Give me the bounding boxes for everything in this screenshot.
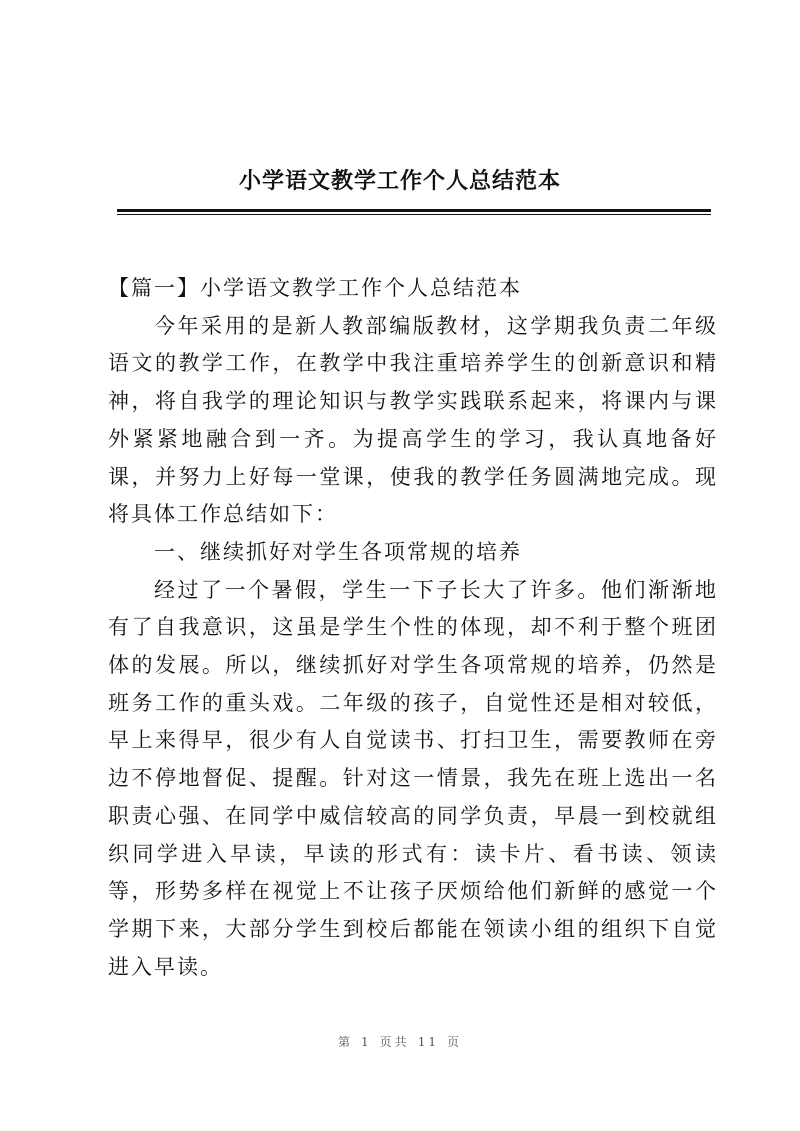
section-heading: 【篇一】小学语文教学工作个人总结范本 — [108, 276, 522, 300]
page-title: 小学语文教学工作个人总结范本 — [238, 168, 561, 194]
footer-total-suffix: 页 — [446, 1035, 462, 1049]
page-footer — [0, 1033, 800, 1050]
footer-page-label: 第 — [338, 1035, 354, 1049]
subheading-1: 一、继续抓好对学生各项常规的培养 — [154, 539, 522, 564]
title-divider-thin — [117, 214, 711, 215]
document-body — [108, 270, 718, 986]
footer-total-pages: 11 — [417, 1035, 439, 1049]
paragraph-routine: 经过了一个暑假，学生一下子长大了许多。他们渐渐地有了自我意识，这虽是学生个性的体现，却不利于整个班团体的发展。所以，继续抓好对学生各项常规的培养，仍然是班务工作的重头戏。二年级的孩子，自觉性还是相对较低，早上来得早，很少有人自觉读书、打扫卫生，需要教师在旁边不停地督促、提醒。针对这一情景，我先在班上选出一名职责心强、在同学中威信较高的同学负责，早晨一到校就组织同学进入早读，早读的形式有：读卡片、看书读、领读等，形势多样在视觉上不让孩子厌烦给他们新鲜的感觉一个学期下来，大部分学生到校后都能在领读小组的组织下自觉进入早读。 — [108, 577, 718, 979]
paragraph-intro: 今年采用的是新人教部编版教材，这学期我负责二年级语文的教学工作，在教学中我注重培养学生的创新意识和精神，将自我学的理论知识与教学实践联系起来，将课内与课外紧紧地融合到一齐。为提高学生的学习，我认真地备好课，并努力上好每一堂课，使我的教学任务圆满地完成。现将具体工作总结如下： — [108, 313, 718, 527]
footer-page-number: 1 — [361, 1035, 372, 1049]
title-divider-thick — [117, 209, 711, 212]
footer-page-suffix: 页共 — [379, 1035, 410, 1049]
